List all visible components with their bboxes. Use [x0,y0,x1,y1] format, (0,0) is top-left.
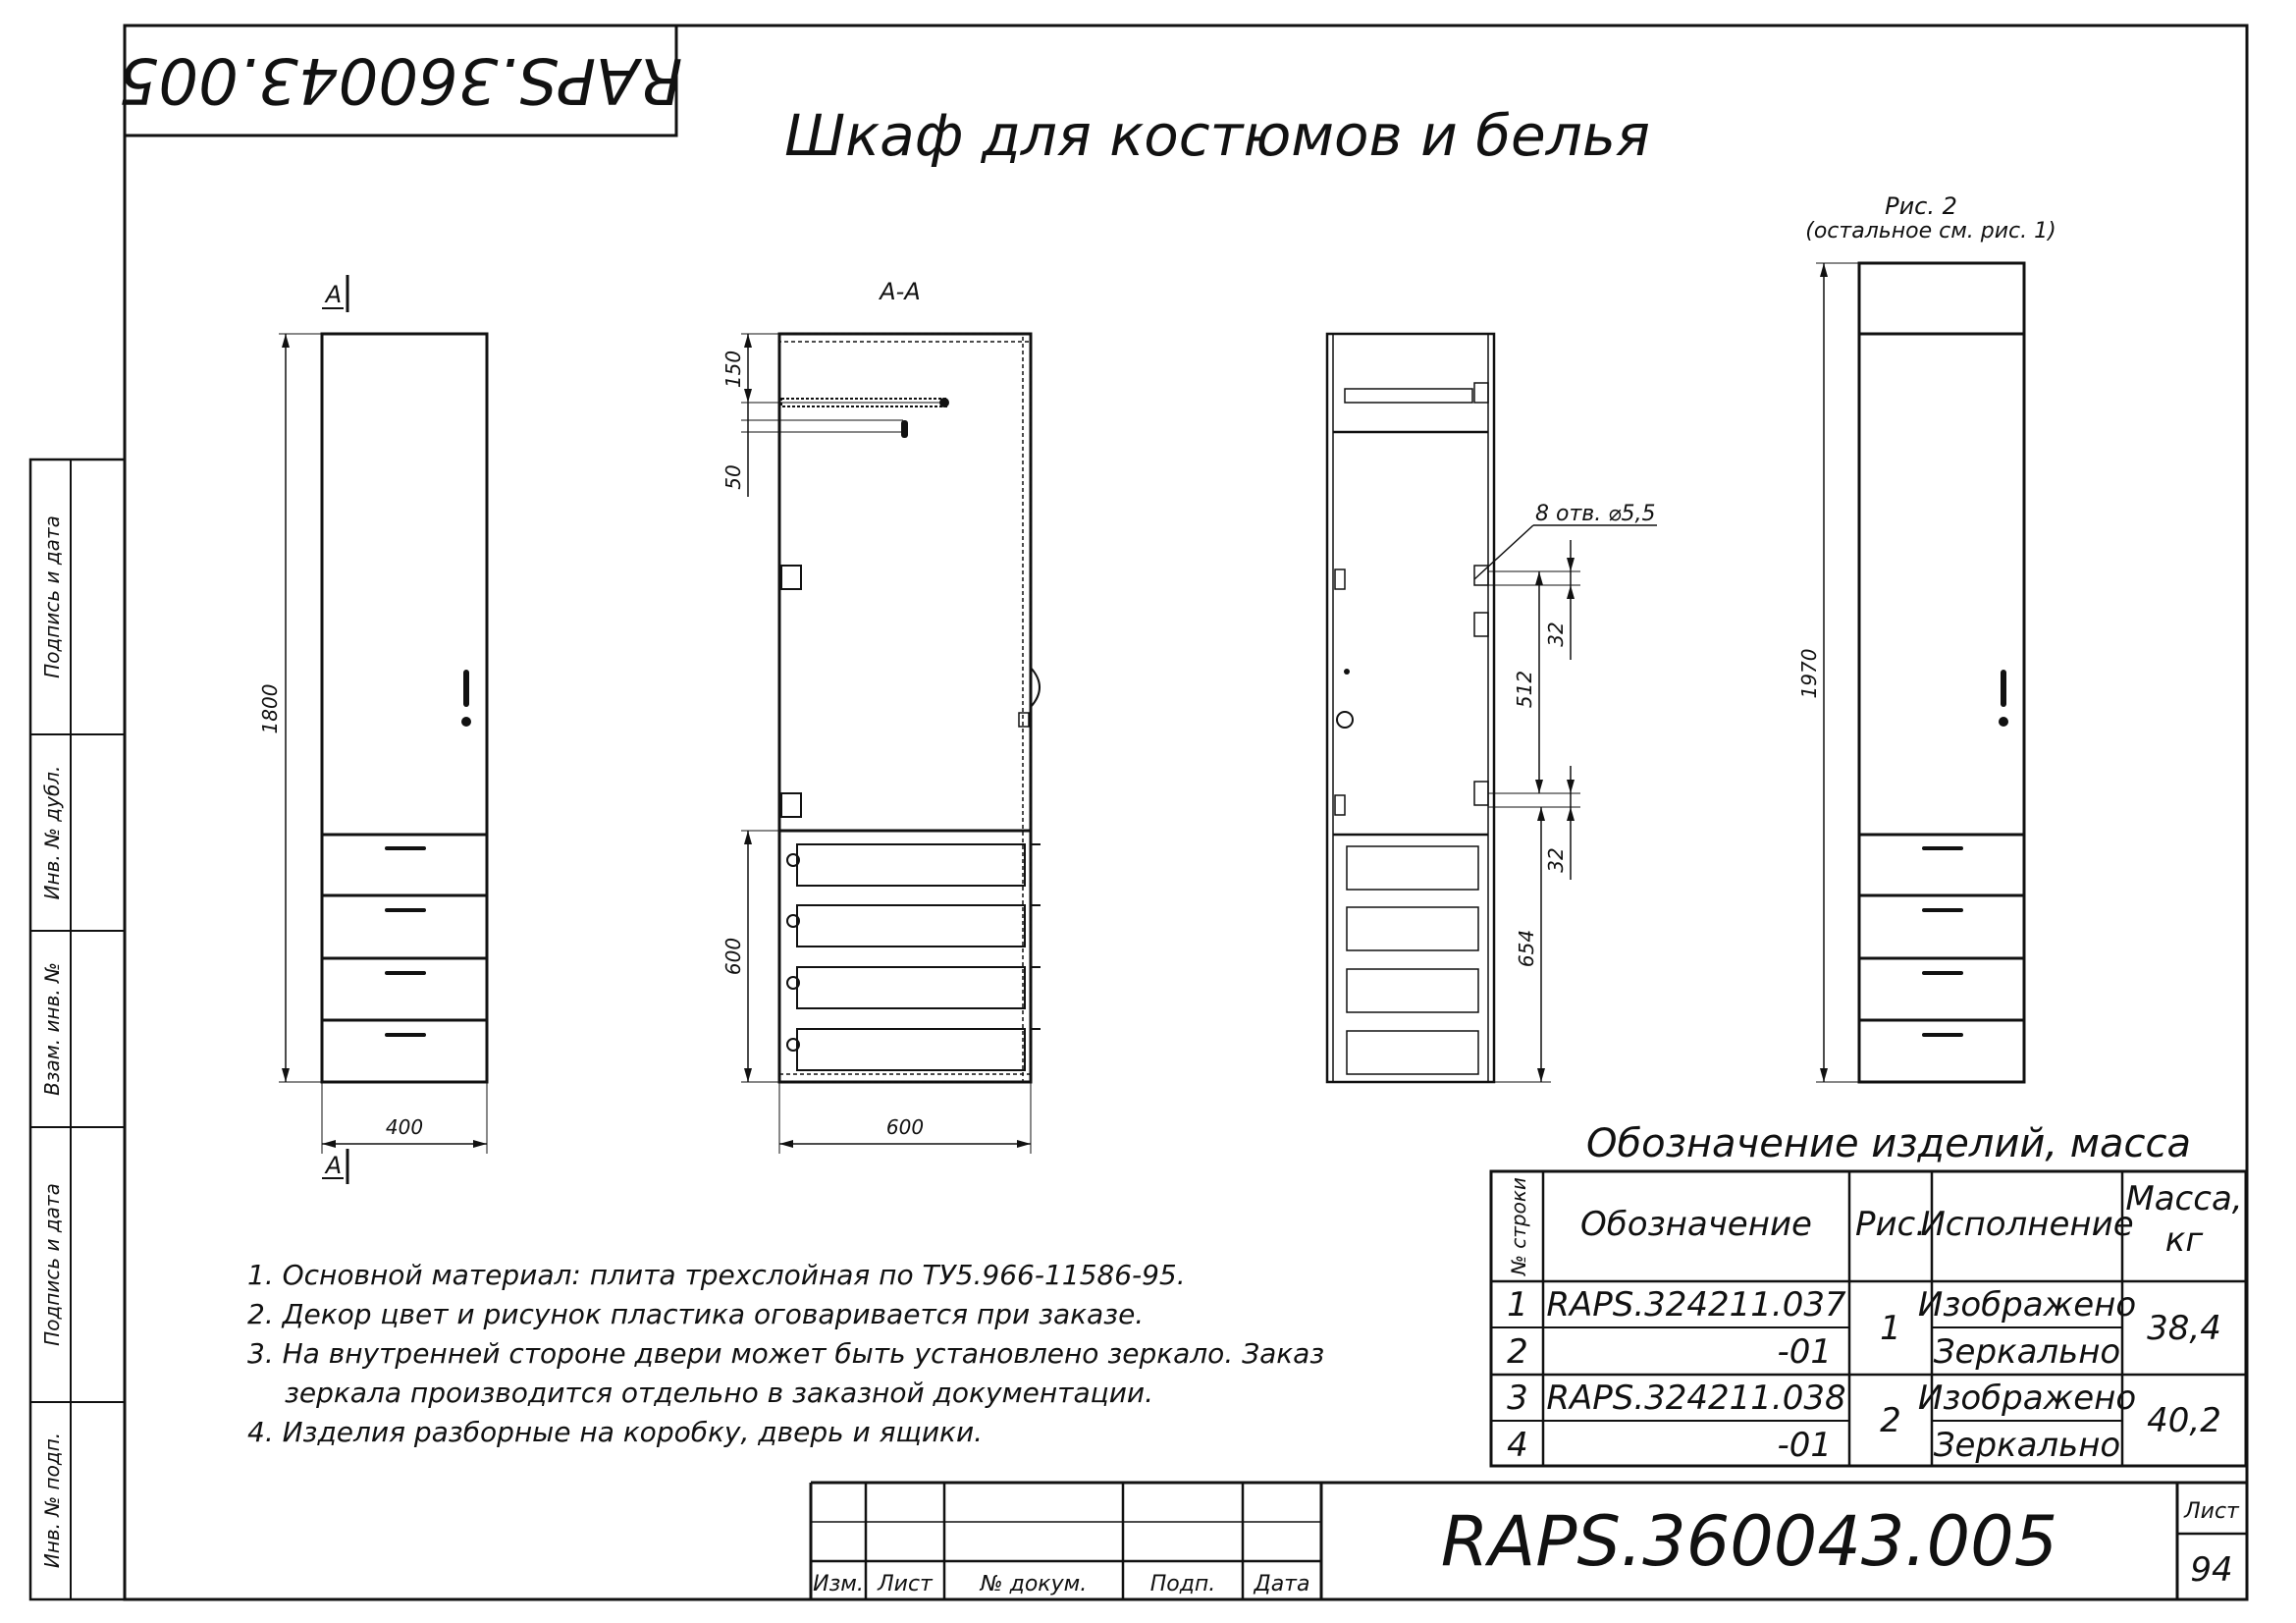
row-1-num: 1 [1507,1285,1528,1325]
tb-sheet-label: Лист [2184,1499,2239,1524]
group-1-mass: 38,4 [2147,1309,2221,1348]
row-1-execution: Изображено [1917,1285,2137,1325]
row-2-execution: Зеркально [1933,1332,2121,1372]
th-fig: Рис. [1854,1205,1927,1244]
dim-32-upper: 32 [1544,622,1568,647]
holes-callout: 8 отв. ⌀5,5 [1535,502,1656,526]
side-label-signature-2: Подпись и дата [40,1183,64,1346]
dim-600-horizontal: 600 [885,1115,925,1139]
tb-col-sheet: Лист [878,1572,933,1596]
side-label-orig-inv: Инв. № подп. [40,1432,64,1569]
dim-654: 654 [1515,929,1538,968]
side-stamp [30,460,125,1599]
group-2-fig: 2 [1880,1401,1901,1440]
dim-1800: 1800 [258,683,282,734]
stamp-code-inverted: RAPS.360043.005 [118,43,683,116]
note-3-continued: зеркала производится отдельно в заказной документации. [285,1377,1154,1409]
row-2-designation: -01 [1777,1332,1832,1372]
th-designation: Обозначение [1580,1205,1812,1244]
section-view [721,278,1041,1154]
note-3: 3. На внутренней стороне двери может быть установлено зеркало. Заказ [247,1337,1325,1370]
row-4-execution: Зеркально [1933,1426,2121,1465]
dim-1970: 1970 [1797,648,1821,699]
table-caption: Обозначение изделий, масса [1586,1121,2191,1166]
carcass-view [1327,334,1657,1082]
group-1-fig: 1 [1880,1309,1901,1348]
group-2-mass: 40,2 [2147,1401,2221,1440]
front-view [258,275,487,1184]
tb-col-change: Изм. [813,1572,864,1596]
side-label-replace-inv: Взам. инв. № [40,962,64,1096]
side-label-dup-inv: Инв. № дубл. [40,765,64,900]
row-1-designation: RAPS.324211.037 [1546,1285,1846,1325]
tb-document-code: RAPS.360043.005 [1440,1501,2058,1582]
products-table [1491,1121,2246,1466]
dim-400: 400 [385,1115,424,1139]
tb-col-doc-no: № докум. [980,1572,1088,1596]
row-2-num: 2 [1507,1332,1528,1372]
row-4-num: 4 [1507,1426,1528,1465]
notes [247,1259,1324,1448]
section-mark-bottom: А [325,1152,343,1179]
section-label: А-А [880,278,921,305]
row-3-designation: RAPS.324211.038 [1546,1379,1846,1418]
th-num: № строки [1507,1177,1530,1275]
side-label-signature-1: Подпись и дата [40,515,64,678]
dim-150: 150 [721,350,745,389]
fig2-subtitle: (остальное см. рис. 1) [1805,219,2056,243]
dim-32-lower: 32 [1544,847,1568,873]
row-3-execution: Изображено [1917,1379,2137,1418]
drawing-title: Шкаф для костюмов и белья [784,102,1650,169]
tb-col-date: Дата [1254,1572,1310,1596]
note-1: 1. Основной материал: плита трехслойная по ТУ5.966-11586-95. [247,1259,1186,1291]
dim-512: 512 [1513,670,1536,709]
fig2-title: Рис. 2 [1885,192,1957,220]
row-4-designation: -01 [1777,1426,1832,1465]
tb-sheet-number: 94 [2190,1550,2233,1590]
note-4: 4. Изделия разборные на коробку, дверь и ящики. [247,1416,984,1448]
th-mass: Масса, кг [2125,1179,2243,1260]
title-block [811,1483,2247,1599]
dim-50: 50 [721,464,745,490]
fig2-view [1797,192,2056,1082]
section-mark-top: А [325,281,343,308]
dim-600-vertical: 600 [721,937,745,976]
th-execution: Исполнение [1920,1205,2134,1244]
tb-col-sign: Подп. [1149,1572,1216,1596]
row-3-num: 3 [1507,1379,1528,1418]
note-2: 2. Декор цвет и рисунок пластика оговаривается при заказе. [247,1298,1145,1330]
